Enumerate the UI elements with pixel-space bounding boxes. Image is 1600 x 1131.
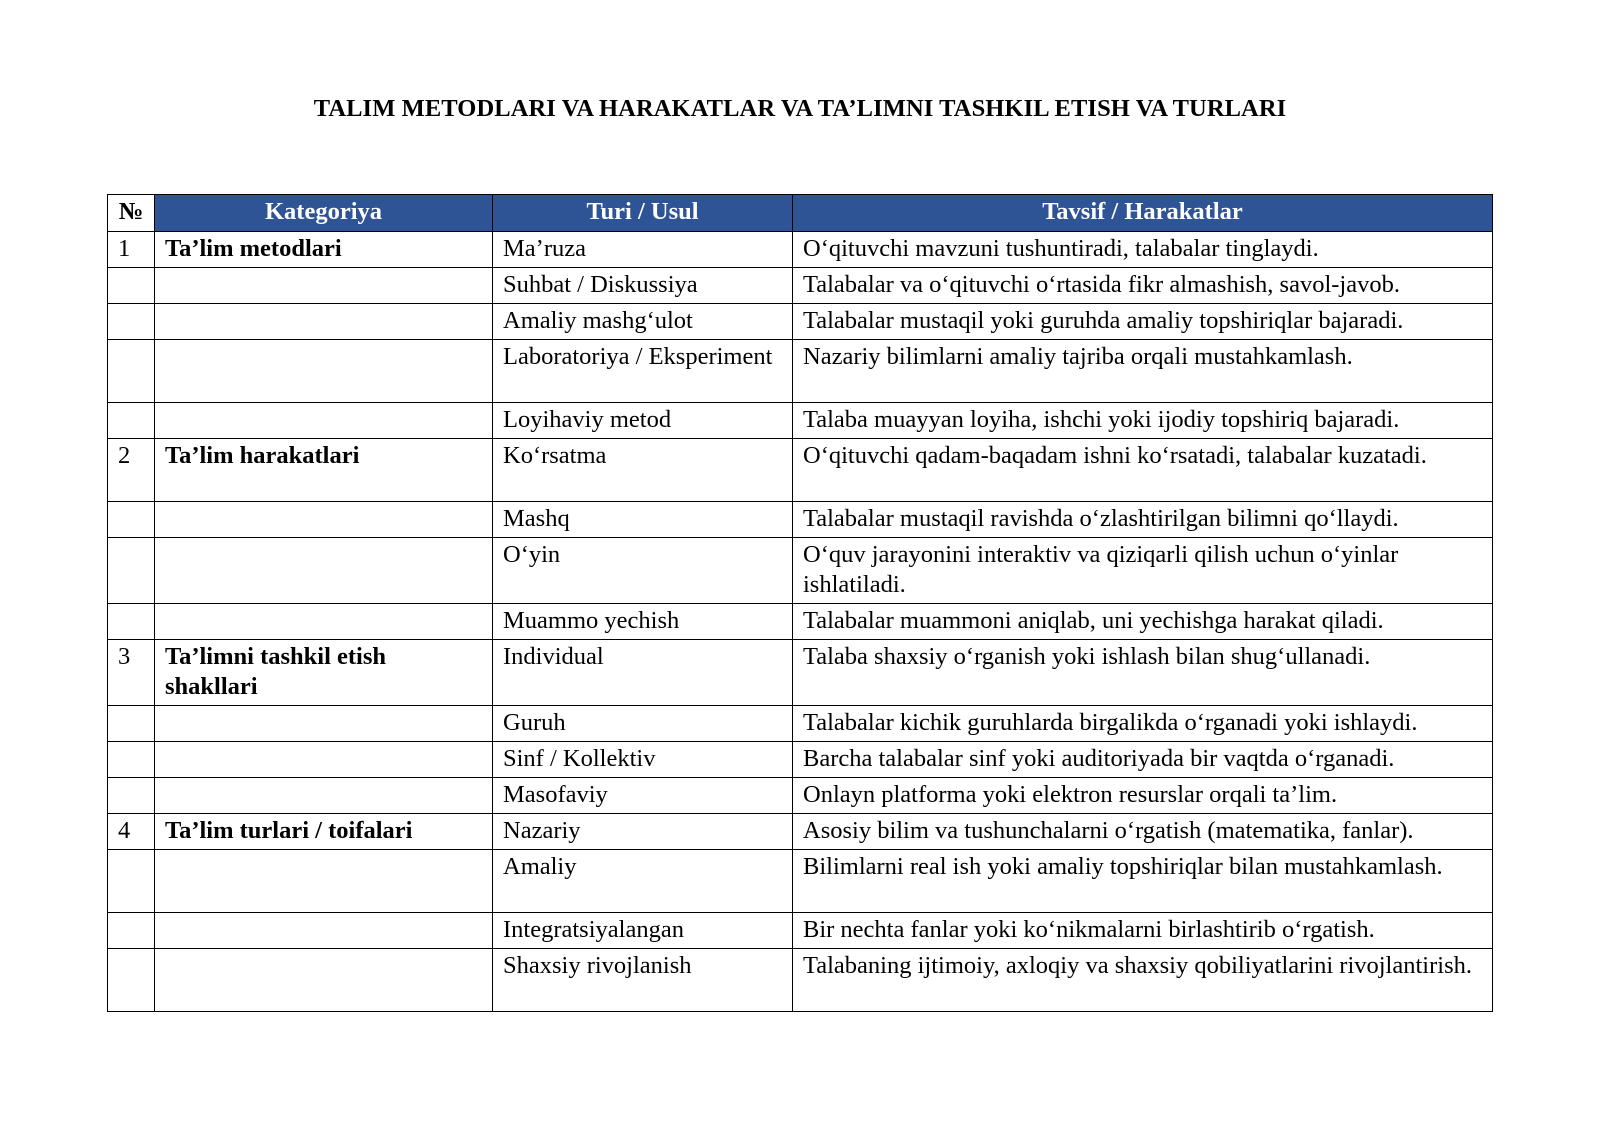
row-type-cell: Guruh: [493, 706, 793, 742]
row-category-cell: [155, 742, 493, 778]
table-row: [108, 604, 1493, 640]
row-description-cell: Talaba shaxsiy o‘rganish yoki ishlash bilan shug‘ullanadi.: [793, 640, 1493, 706]
table-row: [108, 706, 1493, 742]
column-header-number: №: [108, 195, 155, 232]
row-type-cell: Individual: [493, 640, 793, 706]
table-row: [108, 949, 1493, 1012]
row-type-cell: Shaxsiy rivojlanish: [493, 949, 793, 1012]
row-category-cell: [155, 778, 493, 814]
row-number-cell: [108, 403, 155, 439]
row-type-cell: Sinf / Kollektiv: [493, 742, 793, 778]
table-row: [108, 439, 1493, 502]
table-row: [108, 850, 1493, 913]
table-row: [108, 640, 1493, 706]
row-category-cell: [155, 538, 493, 604]
row-description-cell: Nazariy bilimlarni amaliy tajriba orqali mustahkamlash.: [793, 340, 1493, 403]
row-number-cell: [108, 304, 155, 340]
table-row: [108, 268, 1493, 304]
row-category-cell: Ta’lim turlari / toifalari: [155, 814, 493, 850]
row-category-cell: [155, 706, 493, 742]
row-category-cell: [155, 949, 493, 1012]
row-description-cell: Bir nechta fanlar yoki ko‘nikmalarni birlashtirib o‘rgatish.: [793, 913, 1493, 949]
row-type-cell: Ko‘rsatma: [493, 439, 793, 502]
row-description-cell: Asosiy bilim va tushunchalarni o‘rgatish (matematika, fanlar).: [793, 814, 1493, 850]
row-type-cell: Amaliy: [493, 850, 793, 913]
row-category-cell: [155, 403, 493, 439]
column-header-type: Turi / Usul: [493, 195, 793, 232]
table-row: [108, 778, 1493, 814]
row-type-cell: Mashq: [493, 502, 793, 538]
row-category-cell: [155, 913, 493, 949]
table-row: [108, 340, 1493, 403]
table-row: [108, 742, 1493, 778]
row-description-cell: Onlayn platforma yoki elektron resurslar orqali ta’lim.: [793, 778, 1493, 814]
row-number-cell: 3: [108, 640, 155, 706]
row-description-cell: Talabalar muammoni aniqlab, uni yechishga harakat qiladi.: [793, 604, 1493, 640]
row-number-cell: [108, 742, 155, 778]
row-type-cell: Masofaviy: [493, 778, 793, 814]
row-type-cell: Ma’ruza: [493, 232, 793, 268]
row-number-cell: 4: [108, 814, 155, 850]
column-header-category: Kategoriya: [155, 195, 493, 232]
row-number-cell: [108, 706, 155, 742]
row-number-cell: [108, 268, 155, 304]
row-category-cell: [155, 268, 493, 304]
row-category-cell: [155, 604, 493, 640]
table-row: [108, 232, 1493, 268]
row-number-cell: [108, 538, 155, 604]
table-body: [108, 232, 1493, 1012]
row-type-cell: Muammo yechish: [493, 604, 793, 640]
table-row: [108, 304, 1493, 340]
row-number-cell: [108, 913, 155, 949]
row-number-cell: 1: [108, 232, 155, 268]
table-row: [108, 538, 1493, 604]
row-description-cell: Barcha talabalar sinf yoki auditoriyada bir vaqtda o‘rganadi.: [793, 742, 1493, 778]
row-number-cell: [108, 604, 155, 640]
row-type-cell: Laboratoriya / Eksperiment: [493, 340, 793, 403]
row-number-cell: [108, 502, 155, 538]
row-description-cell: Talabalar va o‘qituvchi o‘rtasida fikr almashish, savol-javob.: [793, 268, 1493, 304]
row-description-cell: Talabalar mustaqil ravishda o‘zlashtirilgan bilimni qo‘llaydi.: [793, 502, 1493, 538]
row-number-cell: [108, 778, 155, 814]
row-category-cell: [155, 850, 493, 913]
table-row: [108, 913, 1493, 949]
row-description-cell: Talabalar kichik guruhlarda birgalikda o‘rganadi yoki ishlaydi.: [793, 706, 1493, 742]
column-header-description: Tavsif / Harakatlar: [793, 195, 1493, 232]
row-description-cell: O‘quv jarayonini interaktiv va qiziqarli qilish uchun o‘yinlar ishlatiladi.: [793, 538, 1493, 604]
row-category-cell: [155, 502, 493, 538]
row-number-cell: [108, 340, 155, 403]
page-title: TALIM METODLARI VA HARAKATLAR VA TA’LIMNI TASHKIL ETISH VA TURLARI: [313, 95, 1287, 122]
row-category-cell: Ta’limni tashkil etish shakllari: [155, 640, 493, 706]
row-category-cell: [155, 304, 493, 340]
row-type-cell: O‘yin: [493, 538, 793, 604]
row-description-cell: Bilimlarni real ish yoki amaliy topshiriqlar bilan mustahkamlash.: [793, 850, 1493, 913]
row-type-cell: Suhbat / Diskussiya: [493, 268, 793, 304]
row-number-cell: [108, 949, 155, 1012]
table-row: [108, 502, 1493, 538]
row-description-cell: Talabalar mustaqil yoki guruhda amaliy topshiriqlar bajaradi.: [793, 304, 1493, 340]
row-description-cell: Talaba muayyan loyiha, ishchi yoki ijodiy topshiriq bajaradi.: [793, 403, 1493, 439]
row-type-cell: Nazariy: [493, 814, 793, 850]
header-row: [108, 195, 1493, 232]
row-number-cell: [108, 850, 155, 913]
row-category-cell: Ta’lim metodlari: [155, 232, 493, 268]
methods-table: [107, 194, 1493, 1012]
row-description-cell: O‘qituvchi qadam-baqadam ishni ko‘rsatadi, talabalar kuzatadi.: [793, 439, 1493, 502]
row-number-cell: 2: [108, 439, 155, 502]
row-type-cell: Loyihaviy metod: [493, 403, 793, 439]
table-row: [108, 814, 1493, 850]
row-type-cell: Amaliy mashg‘ulot: [493, 304, 793, 340]
row-category-cell: [155, 340, 493, 403]
table-header: [108, 195, 1493, 232]
row-category-cell: Ta’lim harakatlari: [155, 439, 493, 502]
row-type-cell: Integratsiyalangan: [493, 913, 793, 949]
row-description-cell: O‘qituvchi mavzuni tushuntiradi, talabalar tinglaydi.: [793, 232, 1493, 268]
table-row: [108, 403, 1493, 439]
row-description-cell: Talabaning ijtimoiy, axloqiy va shaxsiy qobiliyatlarini rivojlantirish.: [793, 949, 1493, 1012]
